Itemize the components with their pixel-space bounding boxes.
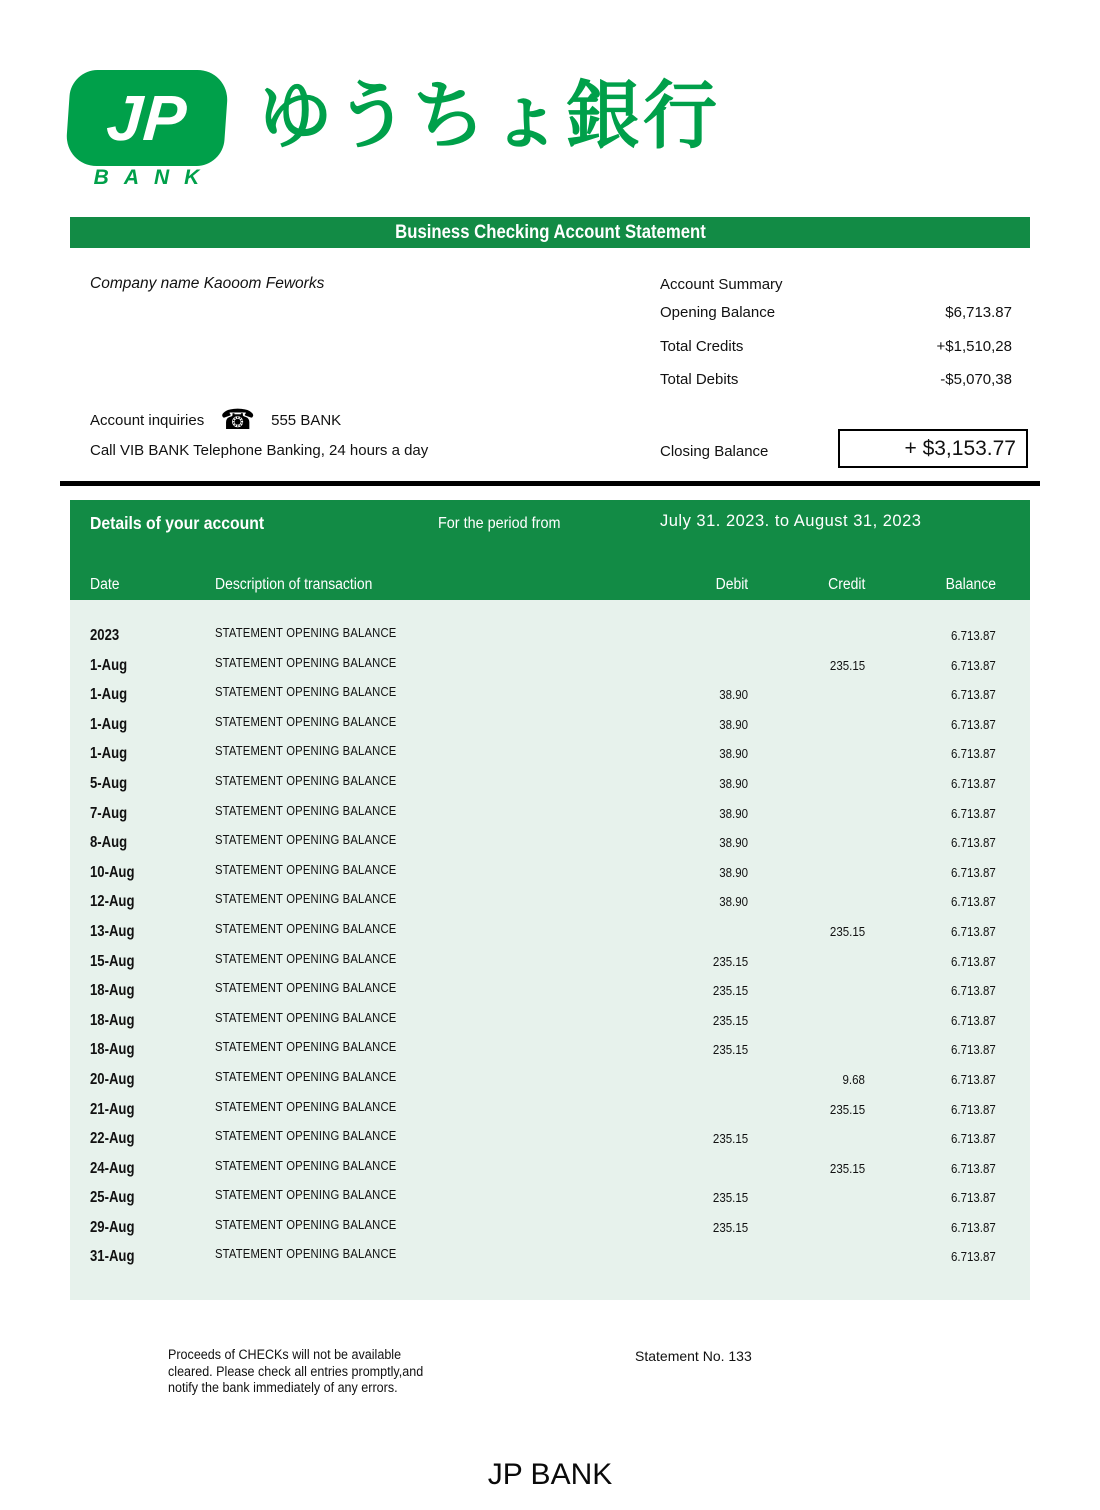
table-row bbox=[70, 976, 1030, 1006]
total-credits-value: +$1,510,28 bbox=[936, 338, 1012, 355]
tx-balance: 6.713.87 bbox=[951, 1249, 996, 1265]
tx-date: 8-Aug bbox=[90, 834, 128, 852]
statement-title-bar bbox=[70, 217, 1030, 248]
jp-bank-logo-icon bbox=[65, 70, 230, 166]
tx-description: STATEMENT OPENING BALANCE bbox=[215, 713, 397, 729]
tx-balance: 6.713.87 bbox=[951, 775, 996, 791]
tx-description: STATEMENT OPENING BALANCE bbox=[215, 1009, 397, 1025]
tx-balance: 6.713.87 bbox=[951, 628, 996, 643]
tx-date: 18-Aug bbox=[90, 982, 135, 1000]
table-row bbox=[70, 799, 1030, 829]
tx-balance: 6.713.87 bbox=[951, 805, 996, 821]
closing-balance-value: + $3,153.77 bbox=[904, 436, 1016, 460]
total-debits-value: -$5,070,38 bbox=[940, 371, 1012, 388]
column-header-date: Date bbox=[90, 576, 120, 593]
tx-credit bbox=[720, 1183, 865, 1213]
notice-line-1: Proceeds of CHECKs will not be available bbox=[168, 1347, 402, 1362]
tx-date: 12-Aug bbox=[90, 893, 135, 911]
statement-title: Business Checking Account Statement bbox=[394, 221, 706, 243]
tx-description: STATEMENT OPENING BALANCE bbox=[215, 625, 397, 640]
logo-mark-text: JP bbox=[104, 82, 190, 154]
account-summary-heading: Account Summary bbox=[660, 276, 783, 293]
tx-description: STATEMENT OPENING BALANCE bbox=[215, 1128, 397, 1144]
account-inquiries-label: Account inquiries bbox=[90, 411, 205, 429]
table-row bbox=[70, 1213, 1030, 1243]
tx-description: STATEMENT OPENING BALANCE bbox=[215, 950, 397, 966]
tx-date: 31-Aug bbox=[90, 1248, 135, 1266]
tx-description: STATEMENT OPENING BALANCE bbox=[215, 1098, 397, 1114]
tx-balance: 6.713.87 bbox=[951, 835, 996, 851]
tx-description: STATEMENT OPENING BALANCE bbox=[215, 980, 397, 996]
tx-debit: 38.90 bbox=[719, 716, 748, 732]
column-header-credit: Credit bbox=[827, 576, 865, 593]
tx-credit bbox=[720, 799, 865, 829]
column-header-balance: Balance bbox=[945, 576, 996, 593]
tx-description: STATEMENT OPENING BALANCE bbox=[215, 1187, 397, 1203]
section-divider bbox=[60, 481, 1040, 486]
tx-date: 22-Aug bbox=[90, 1130, 135, 1148]
tx-credit bbox=[720, 1213, 865, 1243]
table-row bbox=[70, 1065, 1030, 1095]
tx-credit bbox=[720, 947, 865, 977]
tx-credit: 235.15 bbox=[829, 657, 865, 673]
transactions-body bbox=[70, 600, 1030, 1300]
tx-description: STATEMENT OPENING BALANCE bbox=[215, 861, 397, 877]
tx-credit bbox=[720, 1006, 865, 1036]
tx-credit bbox=[720, 710, 865, 740]
tx-date: 24-Aug bbox=[90, 1159, 135, 1177]
company-name: Company name Kaooom Feworks bbox=[90, 275, 325, 292]
tx-credit: 235.15 bbox=[829, 1101, 865, 1117]
statement-number: Statement No. 133 bbox=[635, 1348, 752, 1364]
table-row bbox=[70, 1183, 1030, 1213]
tx-description: STATEMENT OPENING BALANCE bbox=[215, 1246, 397, 1262]
tx-description: STATEMENT OPENING BALANCE bbox=[215, 684, 397, 700]
tx-balance: 6.713.87 bbox=[951, 1071, 996, 1087]
tx-credit bbox=[720, 887, 865, 917]
tx-description: STATEMENT OPENING BALANCE bbox=[215, 891, 397, 907]
tx-debit: 235.15 bbox=[712, 1131, 748, 1147]
tx-date: 7-Aug bbox=[90, 804, 128, 822]
tx-credit: 235.15 bbox=[829, 1160, 865, 1176]
tx-date: 1-Aug bbox=[90, 686, 128, 704]
account-inquiries-line bbox=[90, 403, 341, 437]
table-row bbox=[70, 947, 1030, 977]
tx-debit: 38.90 bbox=[719, 746, 748, 762]
tx-date: 18-Aug bbox=[90, 1041, 135, 1059]
tx-date: 15-Aug bbox=[90, 952, 135, 970]
details-table-header bbox=[70, 500, 1030, 600]
table-row bbox=[70, 1124, 1030, 1154]
tx-debit: 38.90 bbox=[719, 775, 748, 791]
bank-name-japanese: ゆうちょ銀行 bbox=[258, 74, 720, 157]
tx-credit: 9.68 bbox=[842, 1071, 865, 1087]
tx-debit: 235.15 bbox=[712, 1190, 748, 1206]
tx-debit: 38.90 bbox=[719, 864, 748, 880]
period-value: July 31. 2023. to August 31, 2023 bbox=[660, 512, 922, 530]
tx-debit: 235.15 bbox=[712, 953, 748, 969]
table-row bbox=[70, 621, 1030, 651]
tx-balance: 6.713.87 bbox=[951, 1160, 996, 1176]
tx-date: 10-Aug bbox=[90, 863, 135, 881]
tx-balance: 6.713.87 bbox=[951, 1219, 996, 1235]
total-credits-label: Total Credits bbox=[660, 338, 744, 355]
table-row bbox=[70, 1095, 1030, 1125]
tx-date: 29-Aug bbox=[90, 1218, 135, 1236]
tx-date: 25-Aug bbox=[90, 1189, 135, 1207]
opening-balance-value: $6,713.87 bbox=[945, 304, 1012, 321]
tx-debit: 38.90 bbox=[719, 835, 748, 851]
tx-date: 1-Aug bbox=[90, 656, 128, 674]
column-header-description: Description of transaction bbox=[215, 576, 373, 593]
tx-description: STATEMENT OPENING BALANCE bbox=[215, 772, 397, 788]
tx-debit: 235.15 bbox=[712, 1219, 748, 1235]
tx-debit: 38.90 bbox=[719, 805, 748, 821]
closing-balance-label: Closing Balance bbox=[660, 443, 769, 460]
tx-credit bbox=[720, 1124, 865, 1154]
tx-balance: 6.713.87 bbox=[951, 923, 996, 939]
tx-description: STATEMENT OPENING BALANCE bbox=[215, 832, 397, 848]
table-row bbox=[70, 1006, 1030, 1036]
tx-date: 13-Aug bbox=[90, 922, 135, 940]
tx-date: 1-Aug bbox=[90, 745, 128, 763]
tx-credit bbox=[720, 1035, 865, 1065]
tx-description: STATEMENT OPENING BALANCE bbox=[215, 1068, 397, 1084]
table-row bbox=[70, 887, 1030, 917]
tx-debit: 38.90 bbox=[719, 687, 748, 703]
table-row bbox=[70, 1035, 1030, 1065]
table-row bbox=[70, 769, 1030, 799]
inquiries-phone-number: 555 BANK bbox=[271, 411, 342, 429]
tx-date: 18-Aug bbox=[90, 1011, 135, 1029]
notice-line-2: cleared. Please check all entries promptly,and bbox=[168, 1363, 424, 1379]
tx-debit: 235.15 bbox=[712, 983, 748, 999]
details-title: Details of your account bbox=[90, 513, 265, 533]
tx-credit bbox=[720, 1242, 865, 1272]
table-row bbox=[70, 739, 1030, 769]
tx-description: STATEMENT OPENING BALANCE bbox=[215, 654, 397, 670]
tx-description: STATEMENT OPENING BALANCE bbox=[215, 1216, 397, 1232]
tx-balance: 6.713.87 bbox=[951, 687, 996, 703]
tx-balance: 6.713.87 bbox=[951, 983, 996, 999]
tx-credit: 235.15 bbox=[829, 923, 865, 939]
table-row bbox=[70, 1242, 1030, 1272]
tx-credit bbox=[720, 858, 865, 888]
tx-debit: 235.15 bbox=[712, 1012, 748, 1028]
tx-credit bbox=[720, 976, 865, 1006]
tx-credit bbox=[720, 769, 865, 799]
closing-balance-box bbox=[838, 429, 1028, 468]
tx-balance: 6.713.87 bbox=[951, 1101, 996, 1117]
tx-date: 2023 bbox=[90, 627, 120, 644]
tx-balance: 6.713.87 bbox=[951, 716, 996, 732]
tx-balance: 6.713.87 bbox=[951, 746, 996, 762]
tx-balance: 6.713.87 bbox=[951, 657, 996, 673]
column-header-debit: Debit bbox=[715, 576, 748, 593]
tx-description: STATEMENT OPENING BALANCE bbox=[215, 1157, 397, 1173]
tx-description: STATEMENT OPENING BALANCE bbox=[215, 1039, 397, 1055]
column-headers-row bbox=[70, 576, 1030, 600]
opening-balance-label: Opening Balance bbox=[660, 304, 776, 321]
notice-line-3: notify the bank immediately of any errors. bbox=[168, 1380, 398, 1395]
table-row bbox=[70, 858, 1030, 888]
table-row bbox=[70, 1154, 1030, 1184]
tx-balance: 6.713.87 bbox=[951, 894, 996, 910]
table-row bbox=[70, 917, 1030, 947]
table-row bbox=[70, 680, 1030, 710]
table-row bbox=[70, 710, 1030, 740]
tx-description: STATEMENT OPENING BALANCE bbox=[215, 920, 397, 936]
tx-debit: 235.15 bbox=[712, 1042, 748, 1058]
checks-notice bbox=[168, 1347, 442, 1397]
tx-credit bbox=[720, 680, 865, 710]
tx-balance: 6.713.87 bbox=[951, 1190, 996, 1206]
logo-bank-label: BANK bbox=[93, 166, 215, 189]
tx-description: STATEMENT OPENING BALANCE bbox=[215, 802, 397, 818]
tx-debit: 38.90 bbox=[719, 894, 748, 910]
table-row bbox=[70, 828, 1030, 858]
tx-date: 20-Aug bbox=[90, 1070, 135, 1088]
tx-date: 21-Aug bbox=[90, 1100, 135, 1118]
tx-balance: 6.713.87 bbox=[951, 1131, 996, 1147]
footer-bank-name: JP BANK bbox=[487, 1458, 613, 1491]
tx-credit bbox=[720, 621, 865, 651]
tx-balance: 6.713.87 bbox=[951, 1012, 996, 1028]
tx-balance: 6.713.87 bbox=[951, 1042, 996, 1058]
tx-credit bbox=[720, 739, 865, 769]
total-debits-label: Total Debits bbox=[660, 371, 739, 388]
tx-balance: 6.713.87 bbox=[951, 864, 996, 880]
tx-description: STATEMENT OPENING BALANCE bbox=[215, 743, 397, 759]
period-label: For the period from bbox=[438, 515, 561, 532]
tx-credit bbox=[720, 828, 865, 858]
telephone-icon: ☎ bbox=[220, 404, 256, 435]
tx-date: 1-Aug bbox=[90, 715, 128, 733]
tx-balance: 6.713.87 bbox=[951, 953, 996, 969]
telephone-banking-note: Call VIB BANK Telephone Banking, 24 hours a day bbox=[90, 442, 429, 459]
tx-date: 5-Aug bbox=[90, 774, 128, 792]
table-row bbox=[70, 651, 1030, 681]
